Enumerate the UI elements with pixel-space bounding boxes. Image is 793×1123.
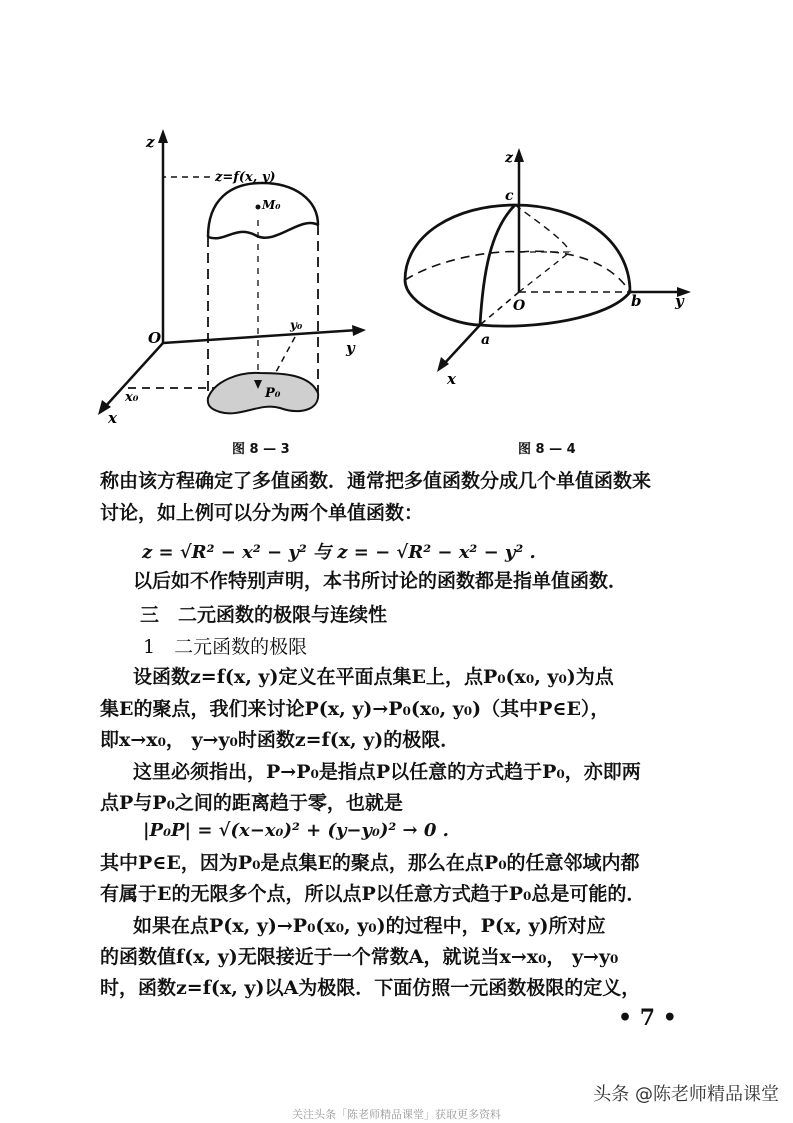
paragraph-line: 其中P∈E，因为P₀是点集E的聚点，那么在点P₀的任意邻域内都 bbox=[100, 852, 640, 874]
fig1-origin-label: O bbox=[148, 329, 162, 347]
fig1-y-label: y bbox=[346, 339, 355, 357]
section-heading: 三 二元函数的极限与连续性 bbox=[140, 604, 388, 626]
fig1-y0-label: y₀ bbox=[290, 318, 303, 332]
fig2-a-label: a bbox=[481, 332, 491, 348]
fig2-y-label: y bbox=[675, 292, 684, 310]
subsection-heading: 1 二元函数的极限 bbox=[143, 636, 308, 658]
paragraph-line: 讨论，如上例可以分为两个单值函数： bbox=[100, 502, 424, 524]
figure-8-3 bbox=[90, 125, 390, 425]
fig1-z-label: z bbox=[146, 133, 155, 151]
paragraph-line: 有属于E的无限多个点，所以点P以任意方式趋于P₀总是可能的． bbox=[100, 883, 646, 905]
fig2-x-label: x bbox=[447, 370, 456, 388]
fig1-x0-label: x₀ bbox=[125, 390, 139, 405]
figure-caption-8-3: 图 8 — 3 bbox=[232, 442, 290, 457]
paragraph-line: 设函数z=f(x, y)定义在平面点集E上，点P₀(x₀, y₀)为点 bbox=[133, 666, 614, 688]
fig1-p0-label: P₀ bbox=[265, 386, 281, 401]
paragraph-line: 以后如不作特别声明，本书所讨论的函数都是指单值函数． bbox=[133, 570, 628, 592]
formula-distance: |P₀P| = √(x−x₀)² + (y−y₀)² → 0 . bbox=[143, 820, 449, 841]
fig2-b-label: b bbox=[631, 292, 642, 310]
page-number: • 7 • bbox=[618, 1005, 677, 1031]
formula-single-valued: z = √R² − x² − y² 与 z = − √R² − x² − y² . bbox=[142, 542, 536, 563]
paragraph-line: 称由该方程确定了多值函数．通常把多值函数分成几个单值函数来 bbox=[100, 470, 652, 492]
fig2-z-label: z bbox=[505, 150, 513, 166]
watermark: 头条 @陈老师精品课堂 bbox=[593, 1084, 779, 1105]
fig2-c-label: c bbox=[505, 188, 514, 204]
paragraph-line: 的函数值f(x, y)无限接近于一个常数A，就说当x→x₀， y→y₀ bbox=[100, 946, 619, 968]
paragraph-line: 即x→x₀， y→y₀时函数z=f(x, y)的极限． bbox=[100, 729, 460, 751]
fig1-surface-label: z=f(x, y) bbox=[215, 170, 276, 185]
paragraph-line: 如果在点P(x, y)→P₀(x₀, y₀)的过程中，P(x, y)所对应 bbox=[133, 915, 606, 937]
paragraph-line: 点P与P₀之间的距离趋于零，也就是 bbox=[100, 792, 403, 814]
fig2-origin-label: O bbox=[513, 298, 526, 314]
fig1-m0-label: M₀ bbox=[262, 198, 281, 212]
fig1-x-label: x bbox=[108, 409, 117, 425]
figure-caption-8-4: 图 8 — 4 bbox=[518, 442, 576, 457]
paragraph-line: 集E的聚点，我们来讨论P(x, y)→P₀(x₀, y₀)（其中P∈E）， bbox=[100, 698, 610, 720]
paragraph-line: 时，函数z=f(x, y)以A为极限．下面仿照一元函数极限的定义， bbox=[100, 977, 641, 999]
footer-note: 关注头条「陈老师精品课堂」获取更多资料 bbox=[292, 1108, 501, 1121]
figure-8-4 bbox=[395, 140, 705, 390]
paragraph-line: 这里必须指出，P→P₀是指点P以任意的方式趋于P₀，亦即两 bbox=[133, 761, 641, 783]
